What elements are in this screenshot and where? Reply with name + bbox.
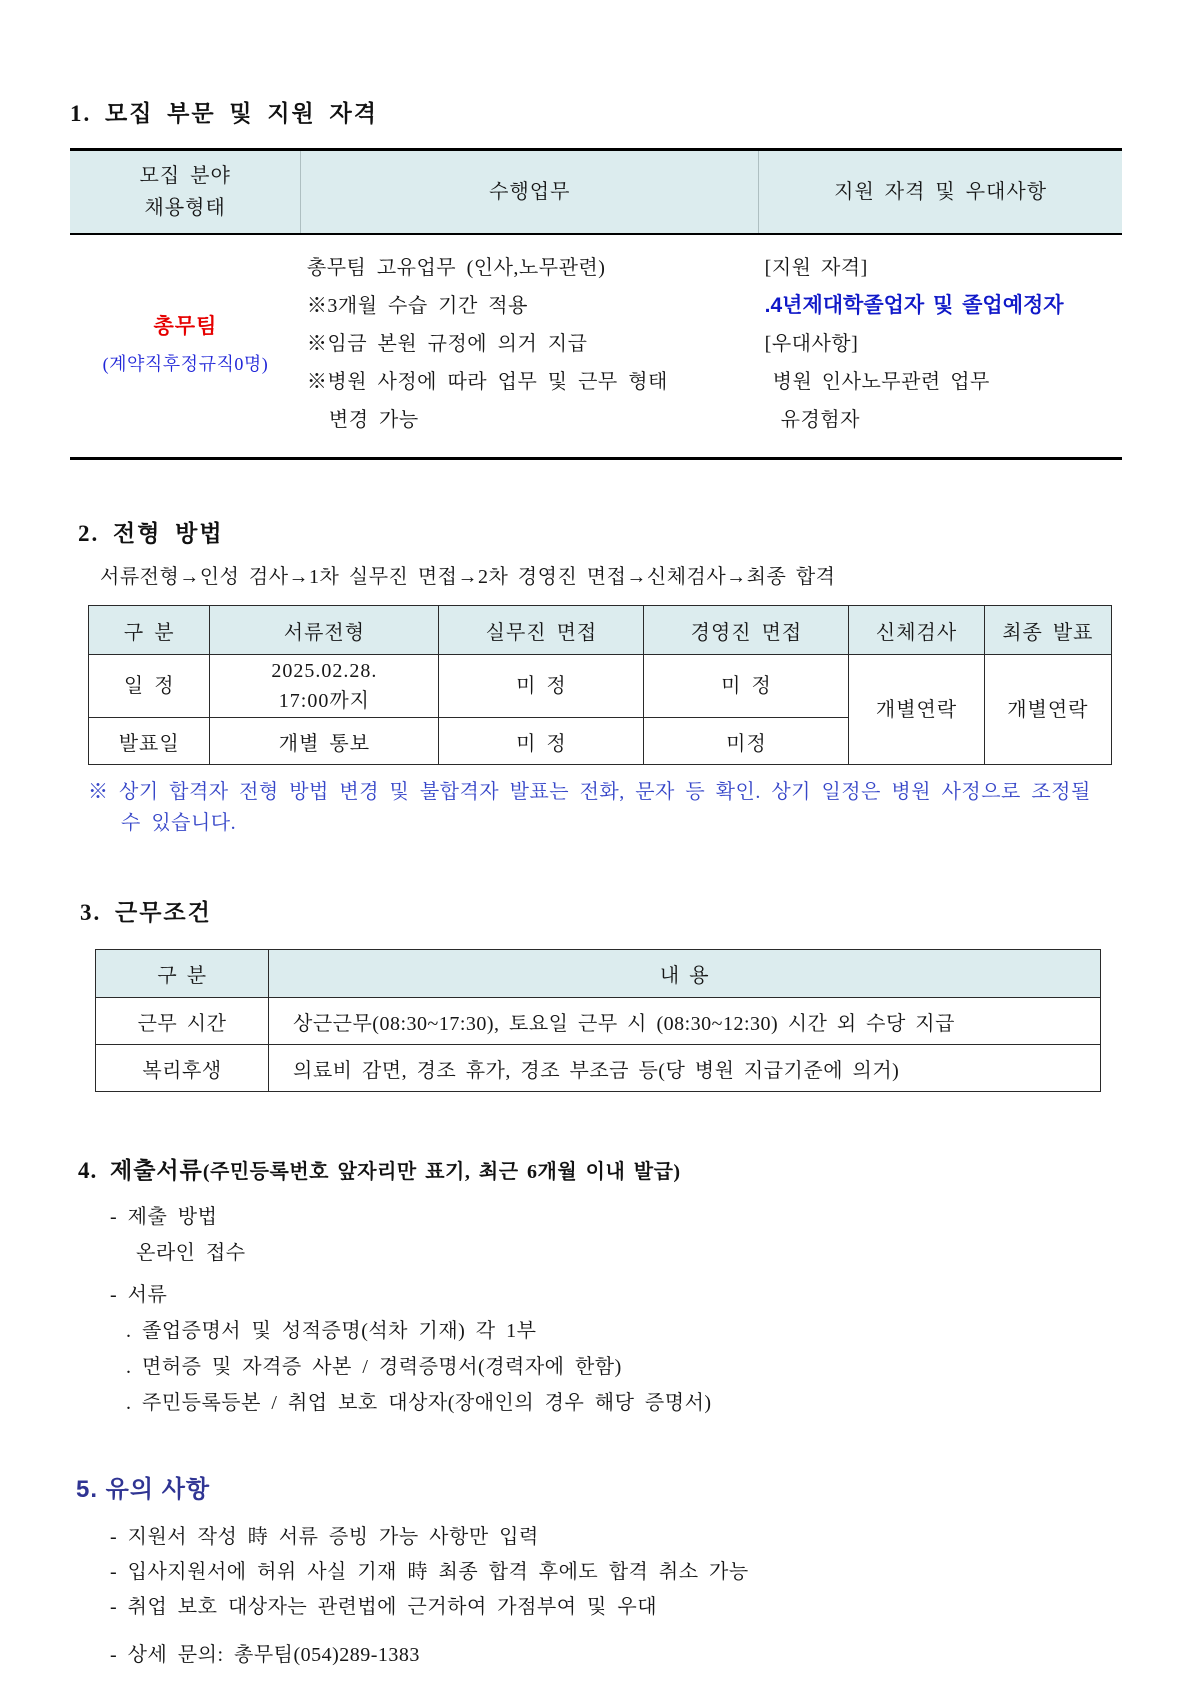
table-header-row xyxy=(70,150,1122,235)
table-row-working-hours xyxy=(96,998,1101,1045)
section4-title xyxy=(78,1152,1124,1185)
cell-qualifications xyxy=(759,234,1122,459)
preference-line: 유경험자 xyxy=(780,409,860,431)
duty-line: ※임금 본원 규정에 의거 지급 xyxy=(306,333,588,355)
cell-working-hours-label: 근무 시간 xyxy=(96,998,269,1045)
cell-executive-announce: 미정 xyxy=(644,718,849,765)
team-note: (계약직후정규직0명) xyxy=(102,354,269,374)
cell-final-announcement: 개별연락 xyxy=(984,655,1111,765)
list-item: - 취업 보호 대상자는 관련법에 근거하여 가점부여 및 우대 xyxy=(110,1596,658,1618)
section-notes xyxy=(70,1469,1124,1673)
duty-line: ※3개월 수습 기간 적용 xyxy=(306,295,528,317)
duty-line: 변경 가능 xyxy=(328,409,419,431)
deadline-date: 2025.02.28. xyxy=(271,660,378,682)
duty-line: 총무팀 고유업무 (인사,노무관련) xyxy=(306,257,606,279)
section-required-documents xyxy=(70,1152,1124,1421)
table-row-schedule xyxy=(89,655,1112,718)
preference-label: [우대사항] xyxy=(764,333,859,355)
section5-title: 5. 유의 사항 xyxy=(76,1476,211,1503)
schedule-table xyxy=(88,605,1112,765)
cell-working-hours-value: 상근근무(08:30~17:30), 토요일 근무 시 (08:30~12:30) 시간 외 수당 지급 xyxy=(269,998,1101,1045)
schedule-note-line1: ※ 상기 합격자 전형 방법 변경 및 불합격자 발표는 전화, 문자 등 확인. 상기 일정은 병원 사정으로 조정될 xyxy=(88,781,1091,803)
cell-announce-label: 발표일 xyxy=(89,718,210,765)
qualification-value: .4년제대학졸업자 및 졸업예정자 xyxy=(764,294,1064,317)
list-item: . 면허증 및 자격증 사본 / 경력증명서(경력자에 한함) xyxy=(126,1356,622,1378)
header-executive-interview: 경영진 면접 xyxy=(644,606,849,655)
cell-document-deadline xyxy=(210,655,439,718)
list-item: - 지원서 작성 時 서류 증빙 가능 사항만 입력 xyxy=(110,1526,539,1548)
header-duties: 수행업무 xyxy=(301,150,759,235)
selection-flow: 서류전형→인성 검사→1차 실무진 면접→2차 경영진 면접→신체검사→최종 합격 xyxy=(100,566,836,588)
qualification-label: [지원 자격] xyxy=(764,257,868,279)
contact-info: - 상세 문의: 총무팀(054)289-1383 xyxy=(110,1644,420,1666)
header-content: 내 용 xyxy=(269,950,1101,998)
list-item: - 입사지원서에 허위 사실 기재 時 최종 합격 후에도 합격 취소 가능 xyxy=(110,1561,749,1583)
recruitment-table xyxy=(70,148,1122,460)
team-name: 총무팀 xyxy=(153,315,218,338)
header-final-announcement: 최종 발표 xyxy=(984,606,1111,655)
cell-duties xyxy=(301,234,759,459)
list-item: - 서류 xyxy=(110,1284,168,1306)
header-qualifications: 지원 자격 및 우대사항 xyxy=(759,150,1122,235)
working-conditions-table xyxy=(95,949,1101,1092)
cell-physical-exam: 개별연락 xyxy=(849,655,984,765)
cell-staff-announce: 미 정 xyxy=(439,718,644,765)
list-item: - 제출 방법 xyxy=(110,1206,218,1228)
section4-title-paren: (주민등록번호 앞자리만 표기, 최근 6개월 이내 발급) xyxy=(202,1161,681,1183)
header-recruit-field xyxy=(70,150,301,235)
table-row-benefits xyxy=(96,1045,1101,1092)
section-working-conditions xyxy=(70,894,1124,1092)
schedule-note-line2: 수 있습니다. xyxy=(121,812,237,834)
header-category: 구 분 xyxy=(96,950,269,998)
cell-schedule-label: 일 정 xyxy=(89,655,210,718)
list-item: . 졸업증명서 및 성적증명(석차 기재) 각 1부 xyxy=(126,1320,537,1342)
duty-line: ※병원 사정에 따라 업무 및 근무 형태 xyxy=(306,371,668,393)
cell-benefits-label: 복리후생 xyxy=(96,1045,269,1092)
header-recruit-field-line1: 모집 분야 xyxy=(139,165,231,187)
section4-title-main: 4. 제출서류 xyxy=(78,1158,203,1183)
cell-benefits-value: 의료비 감면, 경조 휴가, 경조 부조금 등(당 병원 지급기준에 의거) xyxy=(269,1045,1101,1092)
cell-executive-interview-date: 미 정 xyxy=(644,655,849,718)
table-header-row xyxy=(89,606,1112,655)
preference-line: 병원 인사노무관련 업무 xyxy=(772,371,990,393)
section2-title: 2. 전형 방법 xyxy=(78,521,224,546)
list-item: 온라인 접수 xyxy=(136,1242,246,1264)
header-staff-interview: 실무진 면접 xyxy=(439,606,644,655)
deadline-time: 17:00까지 xyxy=(278,690,370,712)
cell-staff-interview-date: 미 정 xyxy=(439,655,644,718)
schedule-note xyxy=(88,777,1124,839)
table-header-row xyxy=(96,950,1101,998)
header-recruit-field-line2: 채용형태 xyxy=(144,197,226,219)
section3-title: 3. 근무조건 xyxy=(80,900,212,925)
cell-team xyxy=(70,234,301,459)
section-recruitment xyxy=(70,95,1124,460)
table-row xyxy=(70,234,1122,459)
header-document-screening: 서류전형 xyxy=(210,606,439,655)
header-physical-exam: 신체검사 xyxy=(849,606,984,655)
list-item: . 주민등록등본 / 취업 보호 대상자(장애인의 경우 해당 증명서) xyxy=(126,1392,712,1414)
section-selection-process xyxy=(70,515,1124,839)
cell-document-announce: 개별 통보 xyxy=(210,718,439,765)
header-category: 구 분 xyxy=(89,606,210,655)
section1-title: 1. 모집 부문 및 지원 자격 xyxy=(70,101,378,126)
